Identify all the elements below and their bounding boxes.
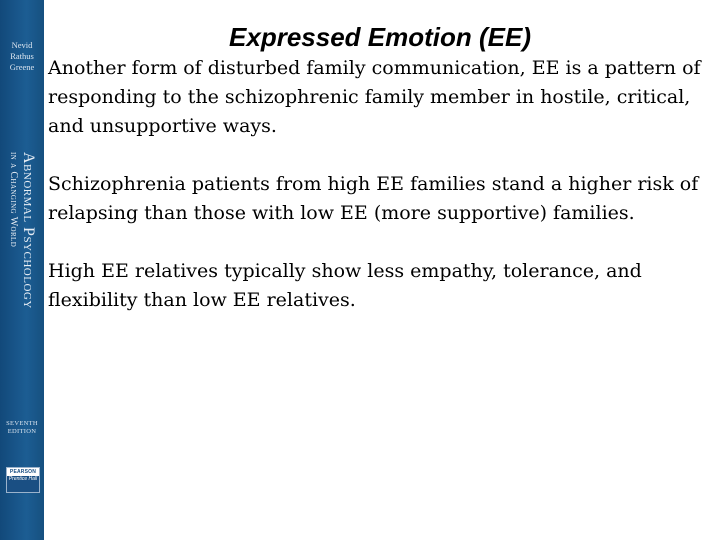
book-title-sub: in a Changing World (8, 152, 19, 248)
body-paragraph: High EE relatives typically show less empathy, tolerance, and flexibility than low EE relatives. (48, 260, 642, 311)
edition-line: EDITION (7, 428, 37, 435)
book-spine-banner (0, 0, 44, 540)
author-names (2, 40, 42, 73)
author-name: Nevid (11, 40, 33, 50)
edition-line: SEVENTH (6, 420, 38, 427)
edition-label (0, 420, 44, 436)
body-paragraph: Schizophrenia patients from high EE families stand a higher risk of relapsing than those with low EE (more supportive) families. (48, 173, 699, 224)
body-paragraph: Another form of disturbed family communication, EE is a pattern of responding to the schizophrenic family member in hostile, critical, and unsupportive ways. (48, 57, 701, 137)
slide-title: Expressed Emotion (EE) (229, 22, 531, 52)
slide-body (48, 54, 708, 344)
author-name: Greene (9, 62, 35, 72)
book-title-vertical (0, 150, 44, 355)
publisher-logo (6, 467, 40, 493)
publisher-imprint: Prentice Hall (8, 476, 38, 482)
book-title-main: Abnormal Psychology (20, 152, 37, 309)
publisher-name: PEARSON (7, 468, 39, 476)
author-name: Rathus (10, 51, 34, 61)
